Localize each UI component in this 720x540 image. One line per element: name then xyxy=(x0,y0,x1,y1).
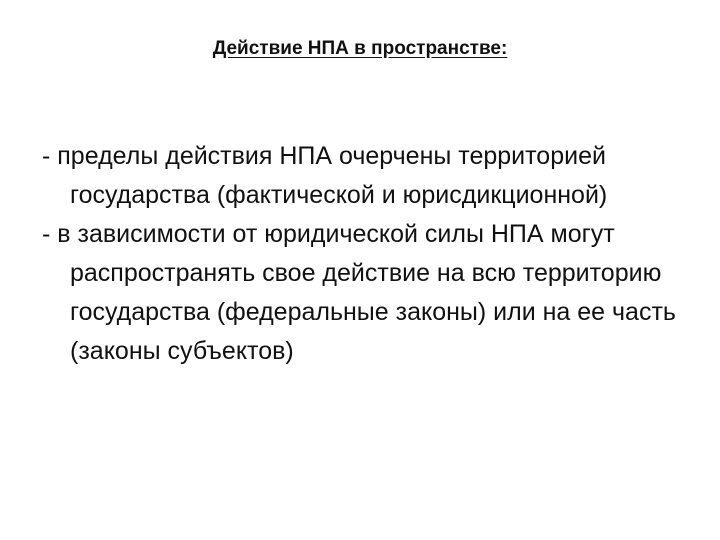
bullet-item-legal-force: - в зависимости от юридической силы НПА могут распространять свое действие на всю территорию государства (федеральные законы) или на ее часть (законы субъектов) xyxy=(42,220,676,365)
slide-title: Действие НПА в пространстве: xyxy=(212,38,508,59)
bullet-list xyxy=(42,137,692,371)
bullet-item-territory: - пределы действия НПА очерчены территорией государства (фактической и юрисдикционной) xyxy=(42,142,608,209)
